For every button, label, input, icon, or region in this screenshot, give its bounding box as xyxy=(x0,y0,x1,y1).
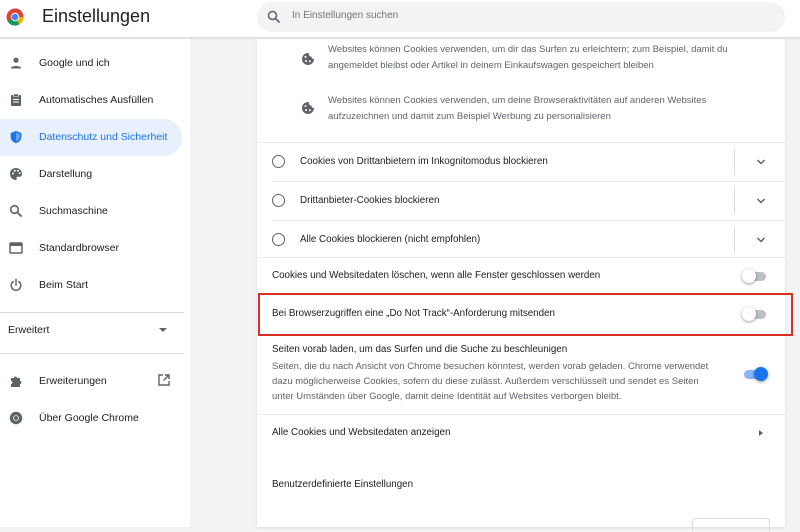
sidebar-item-label: Beim Start xyxy=(39,279,89,291)
chevron-down-icon[interactable] xyxy=(756,235,766,245)
vertical-separator xyxy=(734,149,735,175)
do-not-track-label: Bei Browserzugriffen eine „Do Not Track“-Anforderung mitsenden xyxy=(272,308,555,319)
toolbar xyxy=(0,0,800,38)
cookie-icon xyxy=(301,101,315,115)
search-input[interactable] xyxy=(292,10,772,21)
sidebar-item-default-browser[interactable] xyxy=(0,230,182,267)
puzzle-icon xyxy=(9,374,23,388)
highlight-frame xyxy=(258,293,793,336)
preload-title: Seiten vorab laden, um das Surfen und die Suche zu beschleunigen xyxy=(272,344,568,355)
radio-row-incognito[interactable] xyxy=(257,143,785,181)
page-title: Einstellungen xyxy=(42,6,151,26)
vertical-separator xyxy=(734,227,735,253)
sidebar-item-on-startup[interactable] xyxy=(0,267,182,304)
cookie-description-allow: Websites können Cookies verwenden, um dir das Surfen zu erleichtern; zum Beispiel, damit du angemeldet bleibst oder Artikel in deinem Einkaufswagen gespeichert bleiben xyxy=(328,44,728,71)
cookie-icon xyxy=(301,52,315,66)
add-button[interactable] xyxy=(692,518,770,532)
toggle-knob xyxy=(754,367,768,381)
palette-icon xyxy=(9,167,23,181)
sidebar-item-label: Datenschutz und Sicherheit xyxy=(39,131,168,143)
radio-button[interactable] xyxy=(272,194,285,207)
shield-icon xyxy=(9,130,23,144)
sidebar-item-google-und-ich[interactable] xyxy=(0,45,182,82)
chrome-icon xyxy=(9,411,23,425)
radio-label: Alle Cookies blockieren (nicht empfohlen) xyxy=(300,234,481,245)
row-preload-pages[interactable] xyxy=(257,335,785,409)
sidebar-item-search-engine[interactable] xyxy=(0,193,182,230)
clipboard-icon xyxy=(9,93,23,107)
custom-settings-heading: Benutzerdefinierte Einstellungen xyxy=(272,479,414,490)
sidebar-item-label: Standardbrowser xyxy=(39,242,119,254)
person-icon xyxy=(9,56,23,70)
sidebar-item-label: Suchmaschine xyxy=(39,205,108,217)
radio-button[interactable] xyxy=(272,233,285,246)
radio-row-third-party[interactable] xyxy=(257,182,785,220)
sidebar-item-label: Automatisches Ausfüllen xyxy=(39,94,154,106)
cookie-description-tracking: Websites können Cookies verwenden, um deine Browseraktivitäten auf anderen Websites aufzuzeichnen und damit zum Beispiel Werbung zu personalisieren xyxy=(328,95,707,122)
vertical-separator xyxy=(734,188,735,214)
sidebar-item-autofill[interactable] xyxy=(0,82,182,119)
browser-icon xyxy=(9,241,23,255)
sidebar-item-privacy-security[interactable] xyxy=(0,119,182,156)
power-icon xyxy=(9,278,23,292)
radio-label: Cookies von Drittanbietern im Inkognitomodus blockieren xyxy=(300,156,548,167)
arrow-right-icon xyxy=(759,430,763,436)
sidebar-item-label: Über Google Chrome xyxy=(39,412,139,424)
sidebar-item-about-chrome[interactable] xyxy=(0,400,182,437)
sidebar-item-extensions[interactable] xyxy=(0,363,182,400)
sidebar-item-label: Darstellung xyxy=(39,168,93,180)
all-cookies-label: Alle Cookies und Websitedaten anzeigen xyxy=(272,427,451,438)
row-clear-on-exit[interactable] xyxy=(257,258,785,294)
settings-card xyxy=(257,39,785,527)
radio-button[interactable] xyxy=(272,155,285,168)
clear-on-exit-label: Cookies und Websitedaten löschen, wenn alle Fenster geschlossen werden xyxy=(272,270,601,281)
sidebar-item-label: Google und ich xyxy=(39,57,110,69)
chevron-down-icon[interactable] xyxy=(756,157,766,167)
sidebar-advanced-toggle[interactable] xyxy=(0,312,182,349)
search-icon xyxy=(267,10,281,24)
radio-row-block-all[interactable] xyxy=(257,221,785,259)
search-box[interactable] xyxy=(257,2,785,32)
open-in-new-icon[interactable] xyxy=(157,373,171,387)
search-icon xyxy=(9,204,23,218)
sidebar xyxy=(0,39,190,527)
clear-on-exit-toggle[interactable] xyxy=(742,268,768,284)
toggle-knob xyxy=(742,269,756,283)
preload-toggle[interactable] xyxy=(742,366,768,382)
chrome-logo-icon xyxy=(6,8,24,26)
row-all-cookies[interactable] xyxy=(257,415,785,451)
chevron-down-icon[interactable] xyxy=(756,196,766,206)
preload-description: Seiten, die du nach Ansicht von Chrome besuchen könntest, werden vorab geladen. Chrome verwendet dazu möglicherweise Cookies, sofern du diese zulässt. Außerdem verschlüsselt und sendet es Seiten unter Umständen über Google, damit deine Identität auf Websites verborgen bleibt. xyxy=(272,361,709,402)
advanced-label: Erweitert xyxy=(8,324,50,336)
sidebar-item-appearance[interactable] xyxy=(0,156,182,193)
radio-label: Drittanbieter-Cookies blockieren xyxy=(300,195,440,206)
divider xyxy=(0,353,184,354)
caret-down-icon xyxy=(159,328,167,332)
sidebar-item-label: Erweiterungen xyxy=(39,375,107,387)
